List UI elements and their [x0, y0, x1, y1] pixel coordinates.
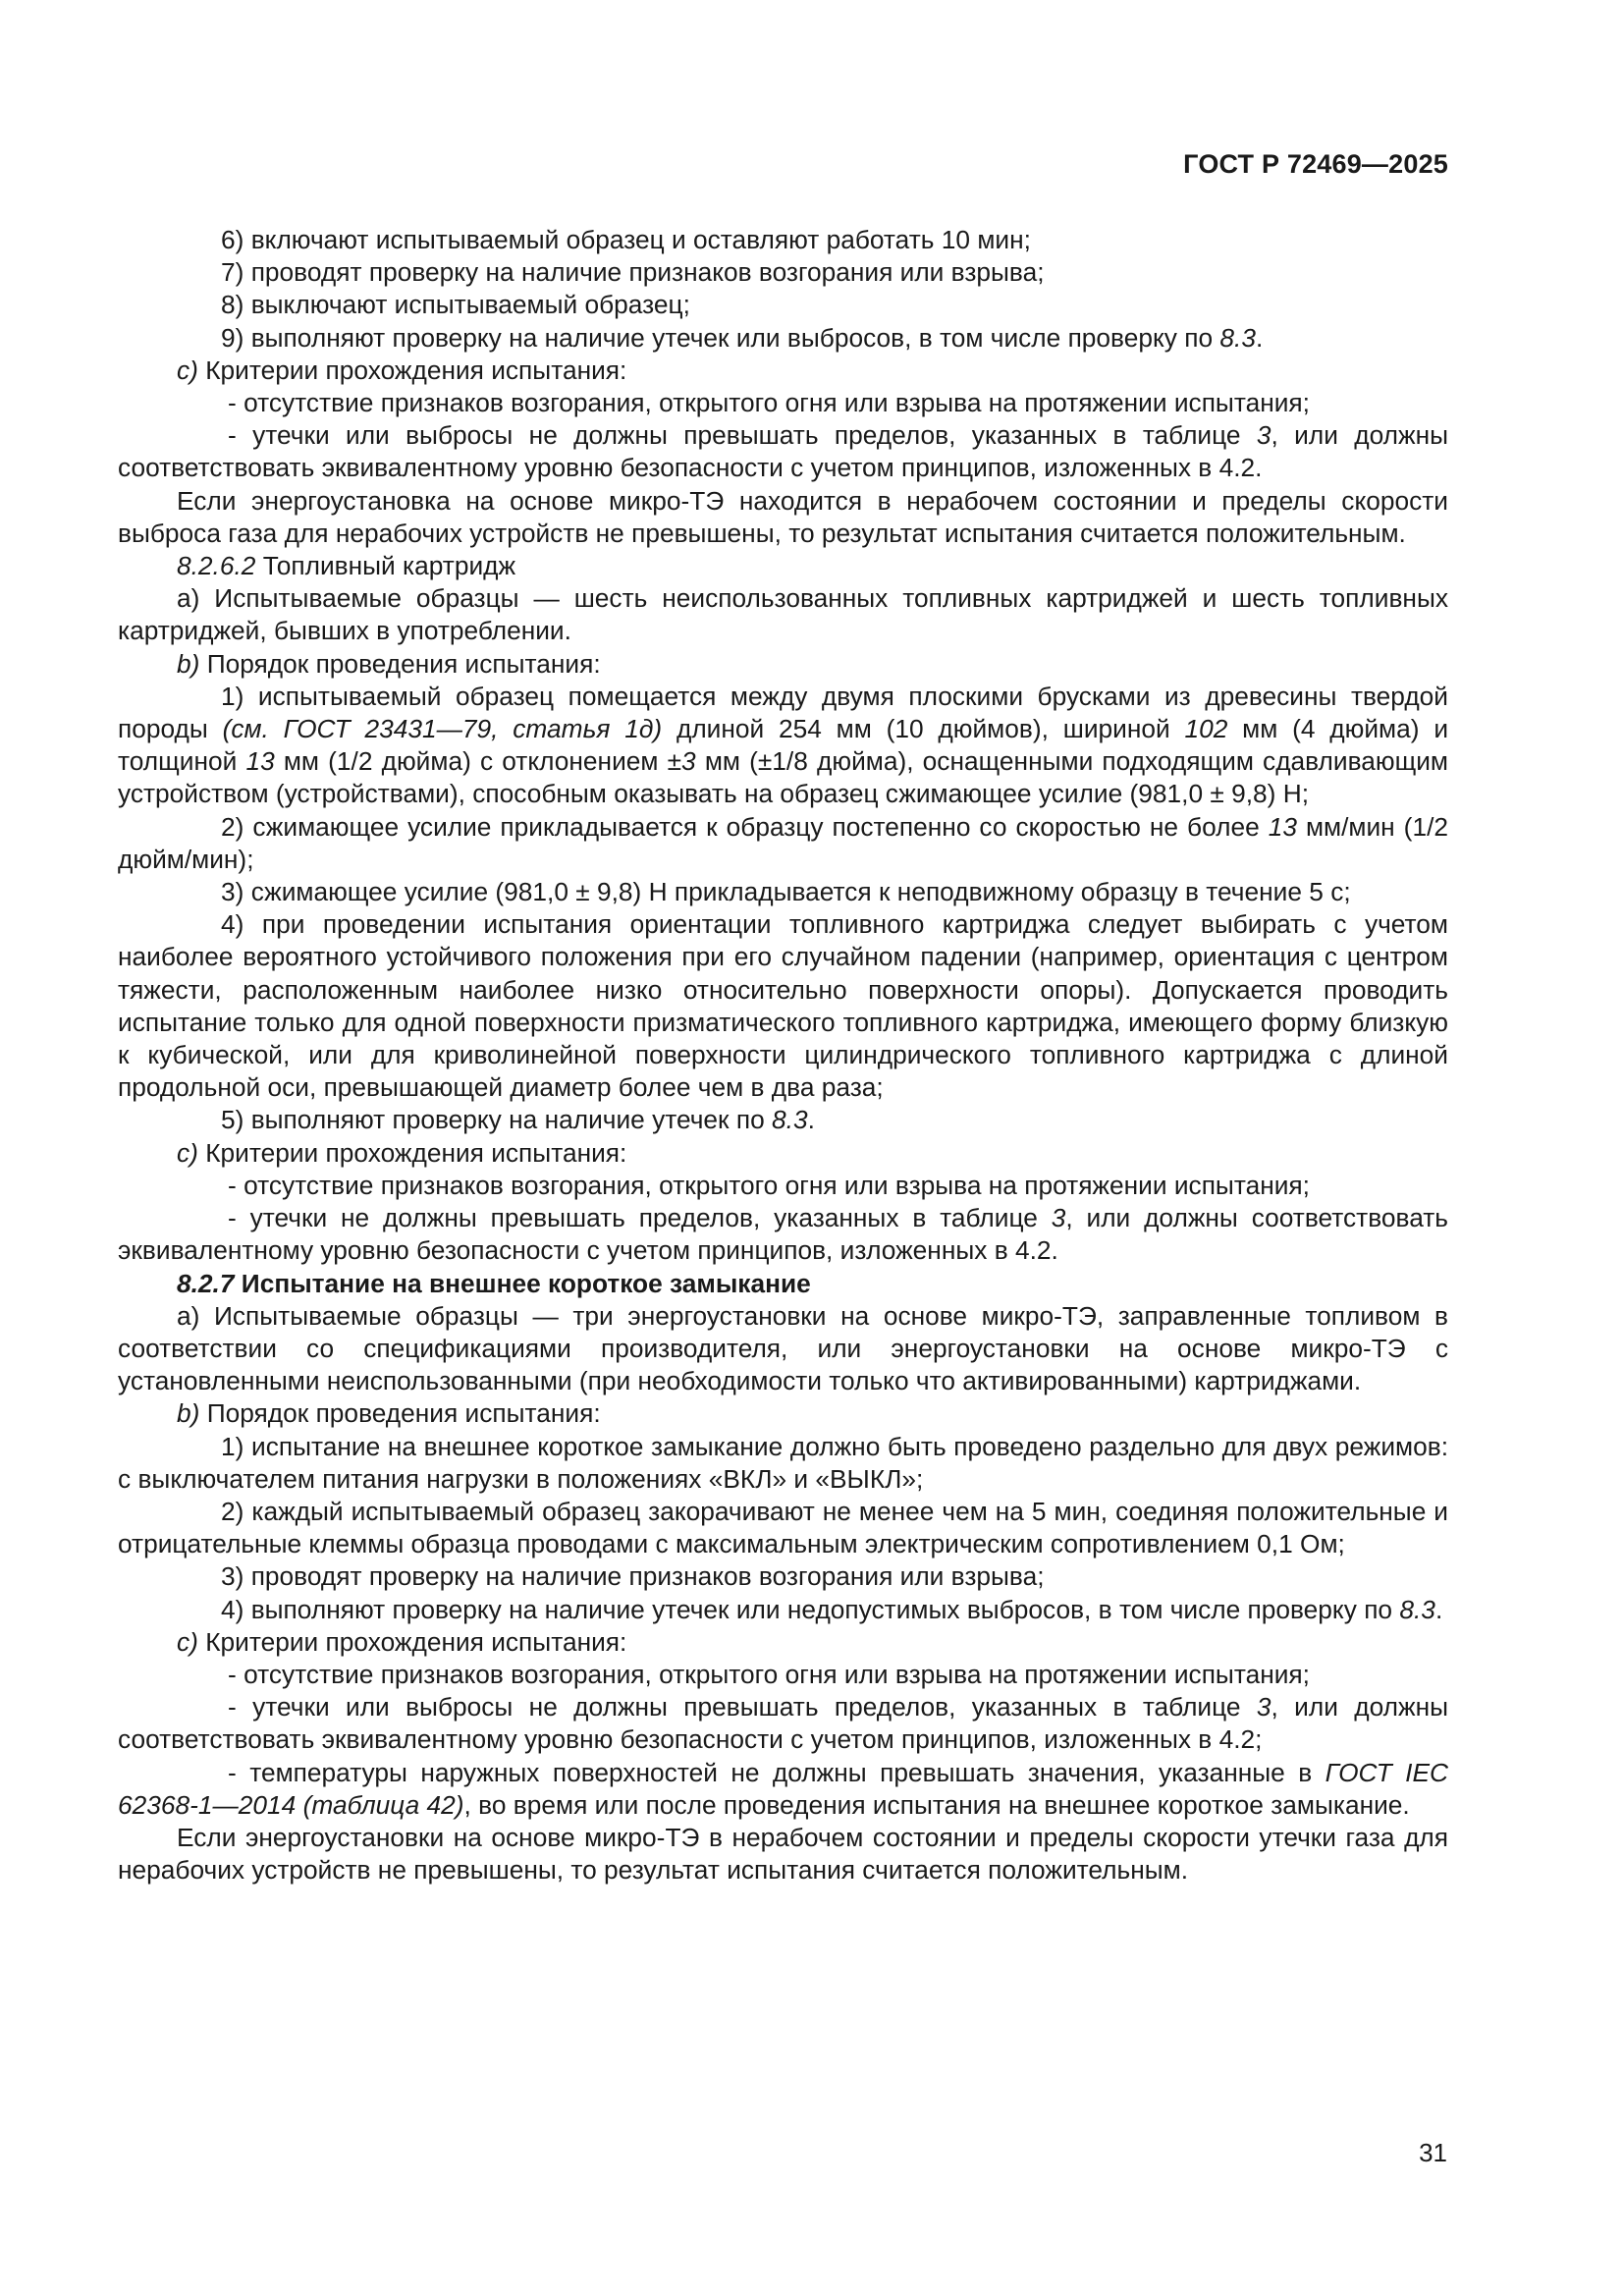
paragraph: 4) выполняют проверку на наличие утечек или недопустимых выбросов, в том числе проверку по 8.3. [221, 1594, 1443, 1624]
paragraph: 7) проводят проверку на наличие признаков возгорания или взрыва; [221, 257, 1045, 288]
paragraph: - отсутствие признаков возгорания, открытого огня или взрыва на протяжении испытания; [228, 1659, 1310, 1689]
paragraph: - утечки или выбросы не должны превышать пределов, указанных в таблице 3, или должны соответствовать эквивалентному уровню безопасности с учетом принципов, изложенных в 4.2. [118, 420, 1448, 483]
paragraph: Если энергоустановка на основе микро-ТЭ находится в нерабочем состоянии и пределы скорости выброса газа для нерабочих устройств не превышены, то результат испытания считается положительным. [118, 485, 1448, 548]
paragraph: 1) испытание на внешнее короткое замыкание должно быть проведено раздельно для двух режимов: с выключателем питания нагрузки в положениях «ВКЛ» и «ВЫКЛ»; [118, 1431, 1448, 1494]
paragraph: c) Критерии прохождения испытания: [177, 1137, 627, 1168]
document-code-header: ГОСТ Р 72469—2025 [1183, 149, 1448, 179]
paragraph: 1) испытываемый образец помещается между двумя плоскими брусками из древесины твердой породы (см. ГОСТ 23431—79, статья 1д) длиной 254 мм (10 дюймов), шириной 102 мм (4 дюйма) и толщиной 13 мм (1/2 дюйма) с отклонением ±3 мм (±1/8 дюйма), оснащенными подходящим сдавливающим устройством (устройствами), способным оказывать на образец сжимающее усилие (981,0 ± 9,8) Н; [118, 681, 1449, 809]
table-reference: 3 [1256, 1692, 1271, 1722]
paragraph: 9) выполняют проверку на наличие утечек или выбросов, в том числе проверку по 8.3. [221, 322, 1264, 353]
list-marker: c) [177, 1137, 198, 1168]
paragraph: 2) сжимающее усилие прикладывается к образцу постепенно со скоростью не более 13 мм/мин (1/2 дюйм/мин); [118, 811, 1448, 874]
paragraph: 2) каждый испытываемый образец закорачивают не менее чем на 5 мин, соединяя положительные и отрицательные клеммы образца проводами с максимальным электрическим сопротивлением 0,1 Ом; [118, 1496, 1448, 1559]
paragraph: - отсутствие признаков возгорания, открытого огня или взрыва на протяжении испытания; [228, 388, 1310, 418]
section-reference: 8.3 [1219, 322, 1256, 353]
paragraph: - температуры наружных поверхностей не должны превышать значения, указанные в ГОСТ IEC 62368-1—2014 (таблица 42), во время или после проведения испытания на внешнее короткое замыкание. [118, 1757, 1448, 1820]
list-marker: c) [177, 355, 198, 385]
standard-reference: ГОСТ IEC 62368-1—2014 (таблица 42) [118, 1757, 1448, 1820]
paragraph: a) Испытываемые образцы — шесть неиспользованных топливных картриджей и шесть топливных картриджей, бывших в употреблении. [118, 583, 1448, 646]
paragraph: b) Порядок проведения испытания: [177, 1398, 601, 1429]
paragraph: 6) включают испытываемый образец и оставляют работать 10 мин; [221, 225, 1031, 254]
paragraph: - утечки не должны превышать пределов, указанных в таблице 3, или должны соответствовать эквивалентному уровню безопасности с учетом принципов, изложенных в 4.2. [118, 1203, 1448, 1266]
subsection-heading: 8.2.6.2 Топливный картридж [177, 551, 516, 581]
list-marker: b) [177, 1398, 200, 1429]
section-reference: 8.3 [1399, 1594, 1435, 1624]
paragraph: a) Испытываемые образцы — три энергоустановки на основе микро-ТЭ, заправленные топливом в соответствии со спецификациями производителя, или энергоустановки на основе микро-ТЭ с установленными неиспользованными (при необходимости только что активированными) картриджами. [118, 1300, 1448, 1396]
paragraph: b) Порядок проведения испытания: [177, 648, 601, 679]
table-reference: 3 [1051, 1203, 1066, 1233]
document-body [118, 224, 1448, 1886]
list-marker: c) [177, 1626, 198, 1657]
subsection-heading: 8.2.7 Испытание на внешнее короткое замыкание [177, 1268, 811, 1298]
paragraph: Если энергоустановки на основе микро-ТЭ в нерабочем состоянии и пределы скорости утечки газа для нерабочих устройств не превышены, то результат испытания считается положительным. [118, 1822, 1448, 1886]
section-reference: 8.3 [772, 1105, 808, 1135]
list-marker: b) [177, 648, 200, 679]
page-number: 31 [1419, 2138, 1447, 2167]
paragraph: c) Критерии прохождения испытания: [177, 355, 627, 385]
standard-reference: (см. ГОСТ 23431—79, статья 1д) [222, 714, 663, 744]
paragraph: - утечки или выбросы не должны превышать пределов, указанных в таблице 3, или должны соответствовать эквивалентному уровню безопасности с учетом принципов, изложенных в 4.2; [118, 1692, 1448, 1755]
paragraph: 5) выполняют проверку на наличие утечек по 8.3. [221, 1105, 815, 1135]
paragraph: 4) при проведении испытания ориентации топливного картриджа следует выбирать с учетом наиболее вероятного устойчивого положения при его случайном падении (например, ориентация с центром тяжести, расположенным наиболее низко относительно поверхности опоры). Допускается проводить испытание только для одной поверхности призматического топливного картриджа, имеющего форму близкую к кубической, или для криволинейной поверхности цилиндрического топливного картриджа с длиной продольной оси, превышающей диаметр более чем в два раза; [118, 909, 1448, 1103]
section-number: 8.2.7 [177, 1268, 235, 1298]
paragraph: - отсутствие признаков возгорания, открытого огня или взрыва на протяжении испытания; [228, 1170, 1310, 1200]
paragraph: c) Критерии прохождения испытания: [177, 1626, 627, 1657]
section-number: 8.2.6.2 [177, 551, 256, 581]
table-reference: 3 [1256, 420, 1271, 451]
paragraph: 3) проводят проверку на наличие признаков возгорания или взрыва; [221, 1561, 1045, 1592]
paragraph: 3) сжимающее усилие (981,0 ± 9,8) Н прикладывается к неподвижному образцу в течение 5 с; [221, 877, 1351, 907]
paragraph: 8) выключают испытываемый образец; [221, 290, 690, 320]
